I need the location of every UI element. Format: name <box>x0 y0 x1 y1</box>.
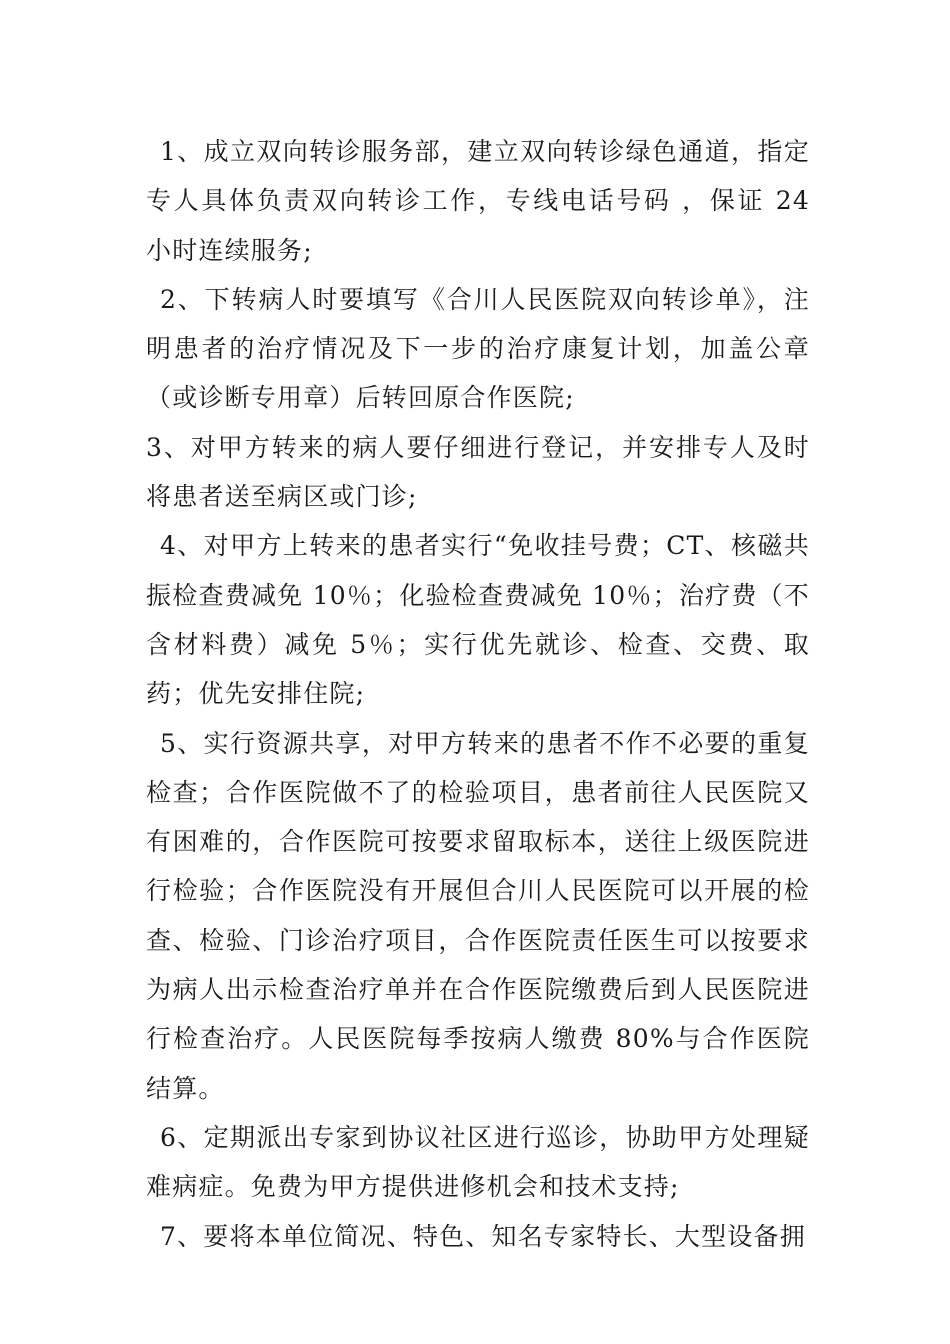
paragraph-7: 7、要将本单位简况、特色、知名专家特长、大型设备拥 <box>160 1221 806 1251</box>
document-body <box>146 127 810 1261</box>
paragraph-2: 2、下转病人时要填写《合川人民医院双向转诊单》，注明患者的治疗情况及下一步的治疗康复计划，加盖公章（或诊断专用章）后转回原合作医院; <box>146 284 810 413</box>
paragraph-3: 3、对甲方转来的病人要仔细进行登记，并安排专人及时将患者送至病区或门诊; <box>146 432 810 512</box>
paragraph-1: 1、成立双向转诊服务部，建立双向转诊绿色通道，指定专人具体负责双向转诊工作，专线电话号码 ，保证 24 小时连续服务; <box>146 137 810 265</box>
paragraph-4: 4、对甲方上转来的患者实行“免收挂号费；CT、核磁共振检查费减免 10％；化验检查费减免 10％；治疗费（不含材料费）减免 5％；实行优先就诊、检查、交费、取药；优先安排住院; <box>146 531 810 709</box>
paragraph-5: 5、实行资源共享，对甲方转来的患者不作不必要的重复检查；合作医院做不了的检验项目，患者前往人民医院又有困难的，合作医院可按要求留取标本，送往上级医院进行检验；合作医院没有开展但合川人民医院可以开展的检查、检验、门诊治疗项目，合作医院责任医生可以按要求为病人出示检查治疗单并在合作医院缴费后到人民医院进行检查治疗。人民医院每季按病人缴费 80%与合作医院结算。 <box>146 728 810 1103</box>
paragraph-6: 6、定期派出专家到协议社区进行巡诊，协助甲方处理疑难病症。免费为甲方提供进修机会和技术支持; <box>146 1122 810 1202</box>
